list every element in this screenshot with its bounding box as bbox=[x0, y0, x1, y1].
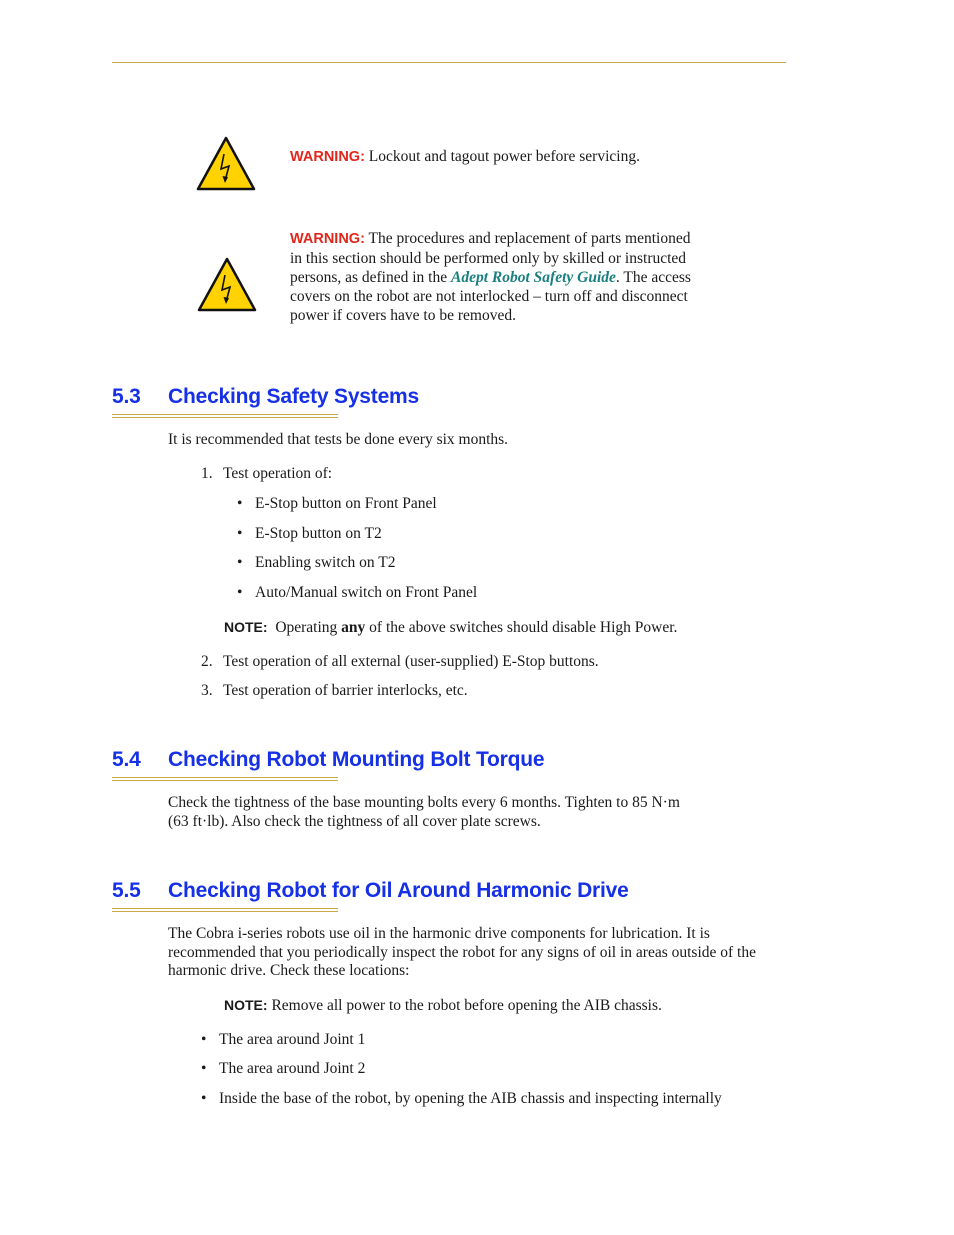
section-5-4-line-2: (63 ft·lb). Also check the tightness of all cover plate screws. bbox=[168, 813, 541, 830]
section-title: Checking Safety Systems bbox=[168, 385, 420, 408]
header-rule bbox=[112, 62, 786, 63]
step-text: Test operation of: bbox=[223, 465, 333, 482]
heading-underline bbox=[112, 908, 338, 912]
electrical-hazard-icon bbox=[196, 136, 256, 197]
note-remove-power bbox=[224, 996, 662, 1016]
sub-bullet-item: • Enabling switch on T2 bbox=[237, 554, 396, 571]
section-5-5-intro: The Cobra i-series robots use oil in the harmonic drive components for lubrication. It is recommended that you periodically inspect the robot for any signs of oil in areas outside of the harmonic drive. Check these locations: bbox=[168, 925, 756, 979]
step-marker: 2. bbox=[201, 653, 213, 670]
sub-bullet-text: E-Stop button on Front Panel bbox=[255, 495, 437, 512]
sub-bullet-text: Enabling switch on T2 bbox=[255, 554, 396, 571]
note-text: Remove all power to the robot before opening the AIB chassis. bbox=[271, 997, 662, 1014]
section-number: 5.5 bbox=[112, 879, 141, 902]
section-heading-5-4 bbox=[112, 748, 544, 772]
note-label: NOTE: bbox=[224, 619, 268, 635]
warning-label: WARNING: bbox=[290, 231, 365, 247]
step-marker: 3. bbox=[201, 682, 213, 699]
note-text: of the above switches should disable High Power. bbox=[369, 619, 678, 636]
location-text: Inside the base of the robot, by opening the AIB chassis and inspecting internally bbox=[219, 1090, 722, 1107]
section-number: 5.3 bbox=[112, 385, 141, 408]
step-item bbox=[201, 653, 599, 672]
note-label: NOTE: bbox=[224, 997, 268, 1013]
section-5-4-line-1: Check the tightness of the base mounting bolts every 6 months. Tighten to 85 N·m bbox=[168, 794, 680, 811]
warning-text: The procedures and replacement of parts mentioned in this section should be performed only by skilled or instructed persons, as defined in the bbox=[290, 230, 691, 286]
warning-text-continued: . The access covers on the robot are not interlocked – turn off and disconnect power if covers have to be removed. bbox=[290, 269, 691, 324]
step-text: Test operation of all external (user-supplied) E-Stop buttons. bbox=[223, 653, 599, 670]
section-5-3-intro: It is recommended that tests be done every six months. bbox=[168, 431, 509, 448]
warning-qualified-personnel bbox=[290, 229, 700, 325]
note-emphasis: any bbox=[341, 619, 366, 636]
location-bullet: • Inside the base of the robot, by opening the AIB chassis and inspecting internally bbox=[201, 1090, 722, 1107]
safety-guide-link[interactable]: Adept Robot Safety Guide bbox=[451, 269, 616, 286]
heading-underline bbox=[112, 414, 338, 418]
heading-underline bbox=[112, 777, 338, 781]
sub-bullet-item: • E-Stop button on T2 bbox=[237, 525, 382, 542]
section-title: Checking Robot for Oil Around Harmonic Drive bbox=[168, 879, 629, 902]
location-text: The area around Joint 2 bbox=[219, 1060, 366, 1077]
electrical-hazard-icon bbox=[197, 257, 257, 318]
location-bullet: • The area around Joint 2 bbox=[201, 1060, 366, 1077]
sub-bullet-item: • Auto/Manual switch on Front Panel bbox=[237, 584, 478, 601]
step-item bbox=[201, 682, 468, 701]
warning-lockout bbox=[290, 147, 700, 167]
section-number: 5.4 bbox=[112, 748, 141, 771]
warning-label: WARNING: bbox=[290, 149, 365, 165]
section-heading-5-3 bbox=[112, 385, 419, 409]
location-bullet: • The area around Joint 1 bbox=[201, 1031, 366, 1048]
note-high-power bbox=[224, 618, 677, 638]
sub-bullet-text: E-Stop button on T2 bbox=[255, 525, 382, 542]
step-text: Test operation of barrier interlocks, etc. bbox=[223, 682, 468, 699]
section-title: Checking Robot Mounting Bolt Torque bbox=[168, 748, 545, 771]
step-marker: 1. bbox=[201, 465, 213, 482]
location-text: The area around Joint 1 bbox=[219, 1031, 366, 1048]
step-item bbox=[201, 465, 332, 484]
note-text: Operating bbox=[275, 619, 338, 636]
section-heading-5-5 bbox=[112, 879, 629, 903]
sub-bullet-item: • E-Stop button on Front Panel bbox=[237, 495, 437, 512]
sub-bullet-text: Auto/Manual switch on Front Panel bbox=[255, 584, 478, 601]
warning-text: Lockout and tagout power before servicing. bbox=[368, 148, 640, 165]
